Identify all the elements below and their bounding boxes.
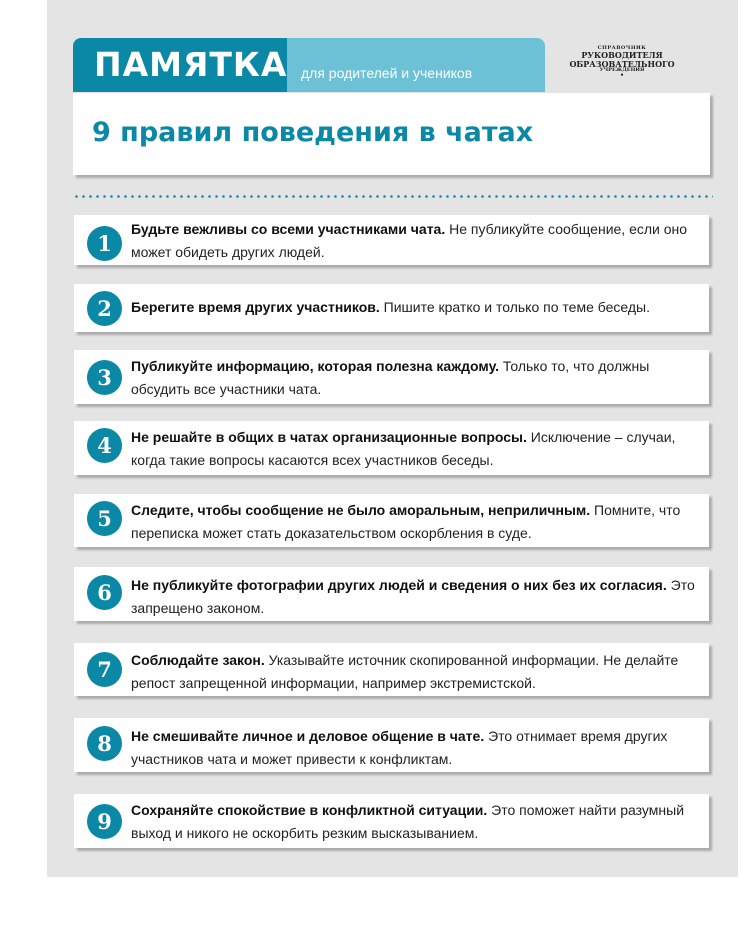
rule-body: Это запрещено законом. bbox=[131, 577, 695, 616]
rule-number-badge: 4 bbox=[87, 428, 122, 463]
rule-card bbox=[74, 215, 709, 265]
rule-card bbox=[74, 794, 709, 848]
rule-card bbox=[74, 718, 709, 772]
title-card bbox=[73, 93, 710, 175]
rule-number-badge: 7 bbox=[87, 652, 122, 687]
rule-number-badge: 9 bbox=[87, 804, 122, 839]
rule-card bbox=[74, 350, 709, 404]
rule-body: Указывайте источник скопированной информации. Не делайте репост запрещенной информации, например экстремистской. bbox=[131, 652, 679, 691]
rule-body: Это отнимает время других участников чата и может привести к конфликтам. bbox=[131, 728, 668, 767]
rule-number-badge: 8 bbox=[87, 726, 122, 761]
rule-heading: Не смешивайте личное и деловое общение в чате. bbox=[131, 728, 485, 744]
rule-number-badge: 2 bbox=[87, 291, 122, 326]
logo-mark: • bbox=[620, 72, 624, 80]
rule-heading: Сохраняйте спокойствие в конфликтной ситуации. bbox=[131, 802, 488, 818]
rule-text bbox=[131, 725, 695, 771]
rule-card bbox=[74, 494, 709, 547]
rule-number-badge: 1 bbox=[87, 226, 122, 261]
rule-text bbox=[131, 499, 695, 545]
rule-heading: Будьте вежливы со всеми участниками чата. bbox=[131, 221, 446, 237]
logo-line-3: ОБРАЗОВАТЕЛЬНОГО bbox=[569, 58, 675, 69]
rule-heading: Не решайте в общих в чатах организационные вопросы. bbox=[131, 429, 527, 445]
rule-body: Пишите кратко и только по теме беседы. bbox=[379, 299, 650, 315]
rule-heading: Публикуйте информацию, которая полезна каждому. bbox=[131, 358, 500, 374]
rule-body: Исключение – случаи, когда такие вопросы касаются всех участников беседы. bbox=[131, 429, 676, 468]
header-subtitle-bar bbox=[287, 38, 545, 92]
rule-text bbox=[131, 426, 695, 472]
rule-number-badge: 6 bbox=[87, 575, 122, 610]
rule-heading: Следите, чтобы сообщение не было аморальным, неприличным. bbox=[131, 502, 591, 518]
rule-text bbox=[131, 574, 695, 620]
rule-text bbox=[131, 799, 695, 845]
rule-heading: Берегите время других участников. bbox=[131, 299, 380, 315]
rule-text bbox=[131, 296, 695, 319]
rule-card bbox=[74, 567, 709, 621]
logo-line-1: СПРАВОЧНИК bbox=[597, 45, 647, 51]
rule-body: Не публикуйте сообщение, если оно может обидеть других людей. bbox=[131, 221, 688, 260]
rule-number-badge: 3 bbox=[87, 360, 122, 395]
logo-line-2: РУКОВОДИТЕЛЯ bbox=[581, 50, 663, 61]
rule-card bbox=[74, 284, 709, 332]
rule-number-badge: 5 bbox=[87, 501, 122, 536]
dotted-divider bbox=[73, 195, 713, 198]
rule-body: Это поможет найти разумный выход и никого не оскорбить резким высказыванием. bbox=[131, 802, 685, 841]
page-title: 9 правил поведения в чатах bbox=[92, 117, 534, 148]
rule-body: Помните, что переписка может стать доказательством оскорбления в суде. bbox=[131, 502, 681, 541]
header-badge bbox=[73, 38, 287, 92]
publisher-logo bbox=[563, 46, 681, 80]
rule-text bbox=[131, 649, 695, 695]
rule-body: Только то, что должны обсудить все участники чата. bbox=[131, 358, 650, 397]
rule-heading: Соблюдайте закон. bbox=[131, 652, 265, 668]
rule-text bbox=[131, 355, 695, 401]
header-subtitle: для родителей и учеников bbox=[301, 65, 473, 81]
logo-line-4: УЧРЕЖДЕНИЯ bbox=[599, 67, 645, 74]
rule-text bbox=[131, 218, 695, 264]
header-badge-label: ПАМЯТКА bbox=[94, 45, 288, 84]
rule-card bbox=[74, 643, 709, 696]
rule-card bbox=[74, 421, 709, 475]
rule-heading: Не публикуйте фотографии других людей и сведения о них без их согласия. bbox=[131, 577, 667, 593]
